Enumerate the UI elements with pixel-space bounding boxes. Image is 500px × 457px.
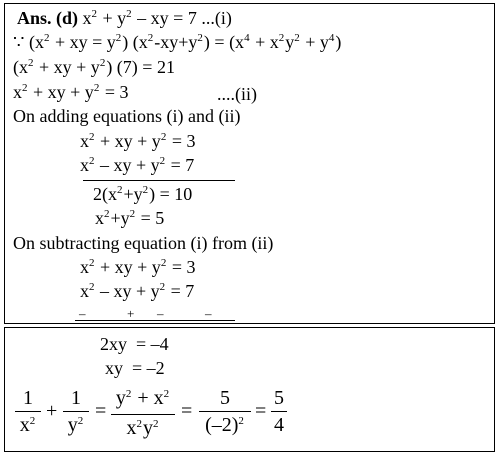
sub-sign-4: – (205, 306, 212, 321)
sub-sign-2: + (127, 306, 135, 321)
add-rule (83, 180, 235, 181)
add-sum: $2(x^2+y^2) = 10$ (93, 184, 193, 204)
xy-line: xy = –2 (105, 358, 165, 378)
fraction-5-over-minus2-squared: 5 $(-2)^2$ (199, 386, 251, 440)
equals-sign-1: = (95, 400, 107, 422)
fraction-5-over-4: 5 4 (271, 386, 287, 437)
add-row-1: $x^2$ + xy + $y^2 = 3$ (80, 131, 196, 151)
equation-ii: $x^2$ + xy + $y^2 = 3$ (13, 82, 129, 102)
solution-box-bottom (4, 327, 495, 452)
sub-rule (75, 320, 235, 321)
answer-option: (d) (56, 8, 79, 28)
sub-row-1: $x^2$ + xy + $y^2 = 3$ (80, 257, 196, 277)
fraction-1-over-x2: 1 $x^2$ (15, 386, 41, 440)
sub-sign-3: – (157, 306, 164, 321)
solution-box-top (4, 3, 495, 324)
plus-sign: + (46, 400, 58, 422)
equation-i: $x^2 + y^2$ – xy = 7 ...(i) (82, 8, 232, 28)
add-result: $x^2+y^2 = 5$ (95, 208, 165, 228)
fraction-1-over-y2: 1 $y^2$ (63, 386, 89, 440)
substitution-line: ($x^2$ + xy + $y^2$) (7) = 21 (13, 57, 175, 77)
answer-label: Ans. (17, 8, 52, 28)
subtracting-heading: On subtracting equation (i) from (ii) (13, 233, 274, 253)
add-row-2: $x^2$ – xy + $y^2 = 7$ (80, 155, 195, 175)
fraction-sum-over-product: $y^2 + x^2$ $x^2y^2$ (111, 386, 175, 443)
adding-heading: On adding equations (i) and (ii) (13, 106, 241, 126)
equals-sign-3: = (255, 400, 267, 422)
sub-sign-1: – (79, 306, 86, 321)
answer-line (17, 8, 232, 31)
sub-row-2: $x^2$ – xy + $y^2 = 7$ (80, 281, 195, 301)
equals-sign-2: = (181, 400, 193, 422)
equation-ii-tag: ....(ii) (217, 84, 257, 104)
difference-line: 2xy = –4 (100, 334, 169, 354)
identity-line: ∵ ($x^2$ + xy = $y^2$) $(x^2-xy+y^2) = (x^4 + x^2y^2 + y^4)$ (13, 32, 342, 52)
